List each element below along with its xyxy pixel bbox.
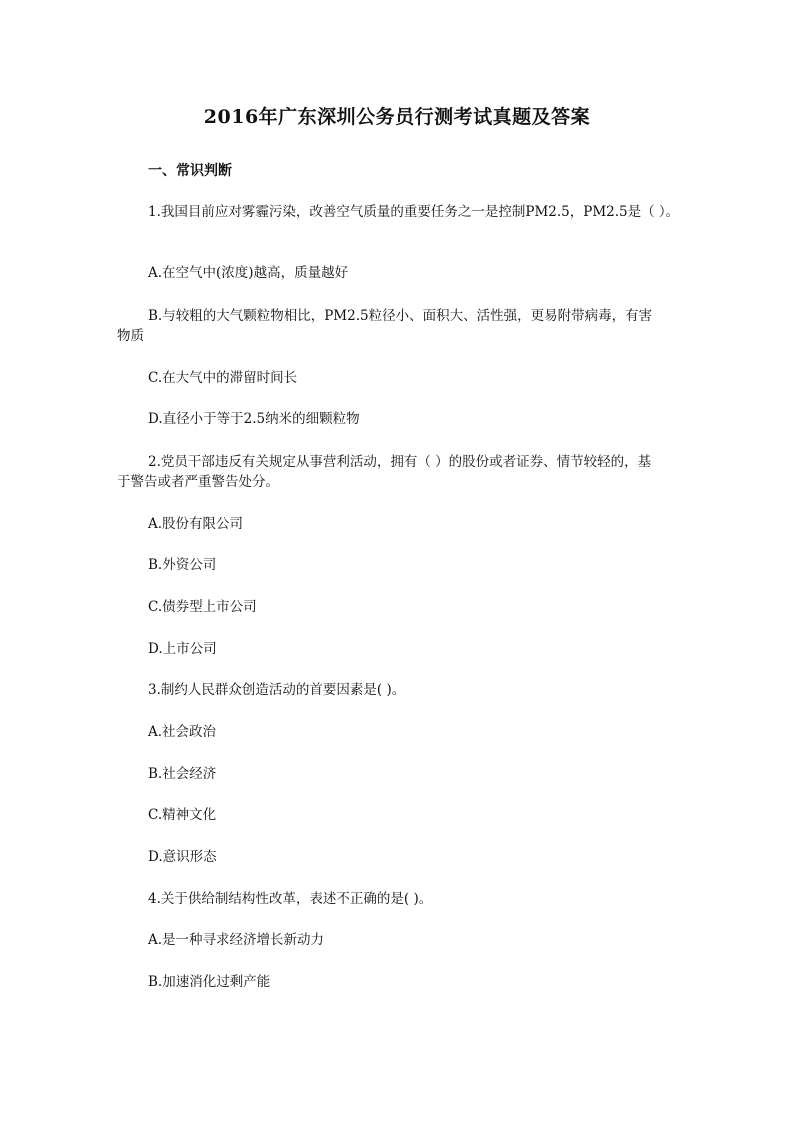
question-1-option-d: D.直径小于等于2.5纳米的细颗粒物 (148, 411, 360, 427)
question-4-stem: 4.关于供给制结构性改革，表述不正确的是( )。 (148, 891, 433, 907)
question-3-option-d: D.意识形态 (148, 849, 217, 865)
question-4-option-b: B.加速消化过剩产能 (148, 974, 271, 990)
question-2-option-c: C.债券型上市公司 (148, 599, 257, 615)
question-2-stem: 2.党员干部违反有关规定从事营利活动，拥有（ ）的股份或者证券、情节较轻的，基 (148, 454, 652, 470)
question-1-stem: 1.我国目前应对雾霾污染，改善空气质量的重要任务之一是控制PM2.5，PM2.5是（ ）。 (148, 204, 680, 220)
question-2-stem-continued: 于警告或者严重警告处分。 (117, 474, 279, 490)
question-3-option-b: B.社会经济 (148, 766, 217, 782)
question-2-option-d: D.上市公司 (148, 641, 217, 657)
question-2-option-b: B.外资公司 (148, 557, 217, 573)
question-3-option-c: C.精神文化 (148, 807, 217, 823)
document-title: 2016年广东深圳公务员行测考试真题及答案 (203, 106, 591, 128)
section-heading: 一、常识判断 (148, 163, 232, 179)
question-3-option-a: A.社会政治 (148, 724, 217, 740)
question-4-option-a: A.是一种寻求经济增长新动力 (148, 932, 325, 948)
question-1-option-b-continued: 物质 (117, 328, 144, 344)
question-1-option-b: B.与较粗的大气颗粒物相比，PM2.5粒径小、面积大、活性强，更易附带病毒，有害 (148, 308, 653, 324)
question-1-option-a: A.在空气中(浓度)越高，质量越好 (148, 265, 349, 281)
question-2-option-a: A.股份有限公司 (148, 516, 244, 532)
question-3-stem: 3.制约人民群众创造活动的首要因素是( )。 (148, 682, 406, 698)
question-1-option-c: C.在大气中的滞留时间长 (148, 370, 298, 386)
